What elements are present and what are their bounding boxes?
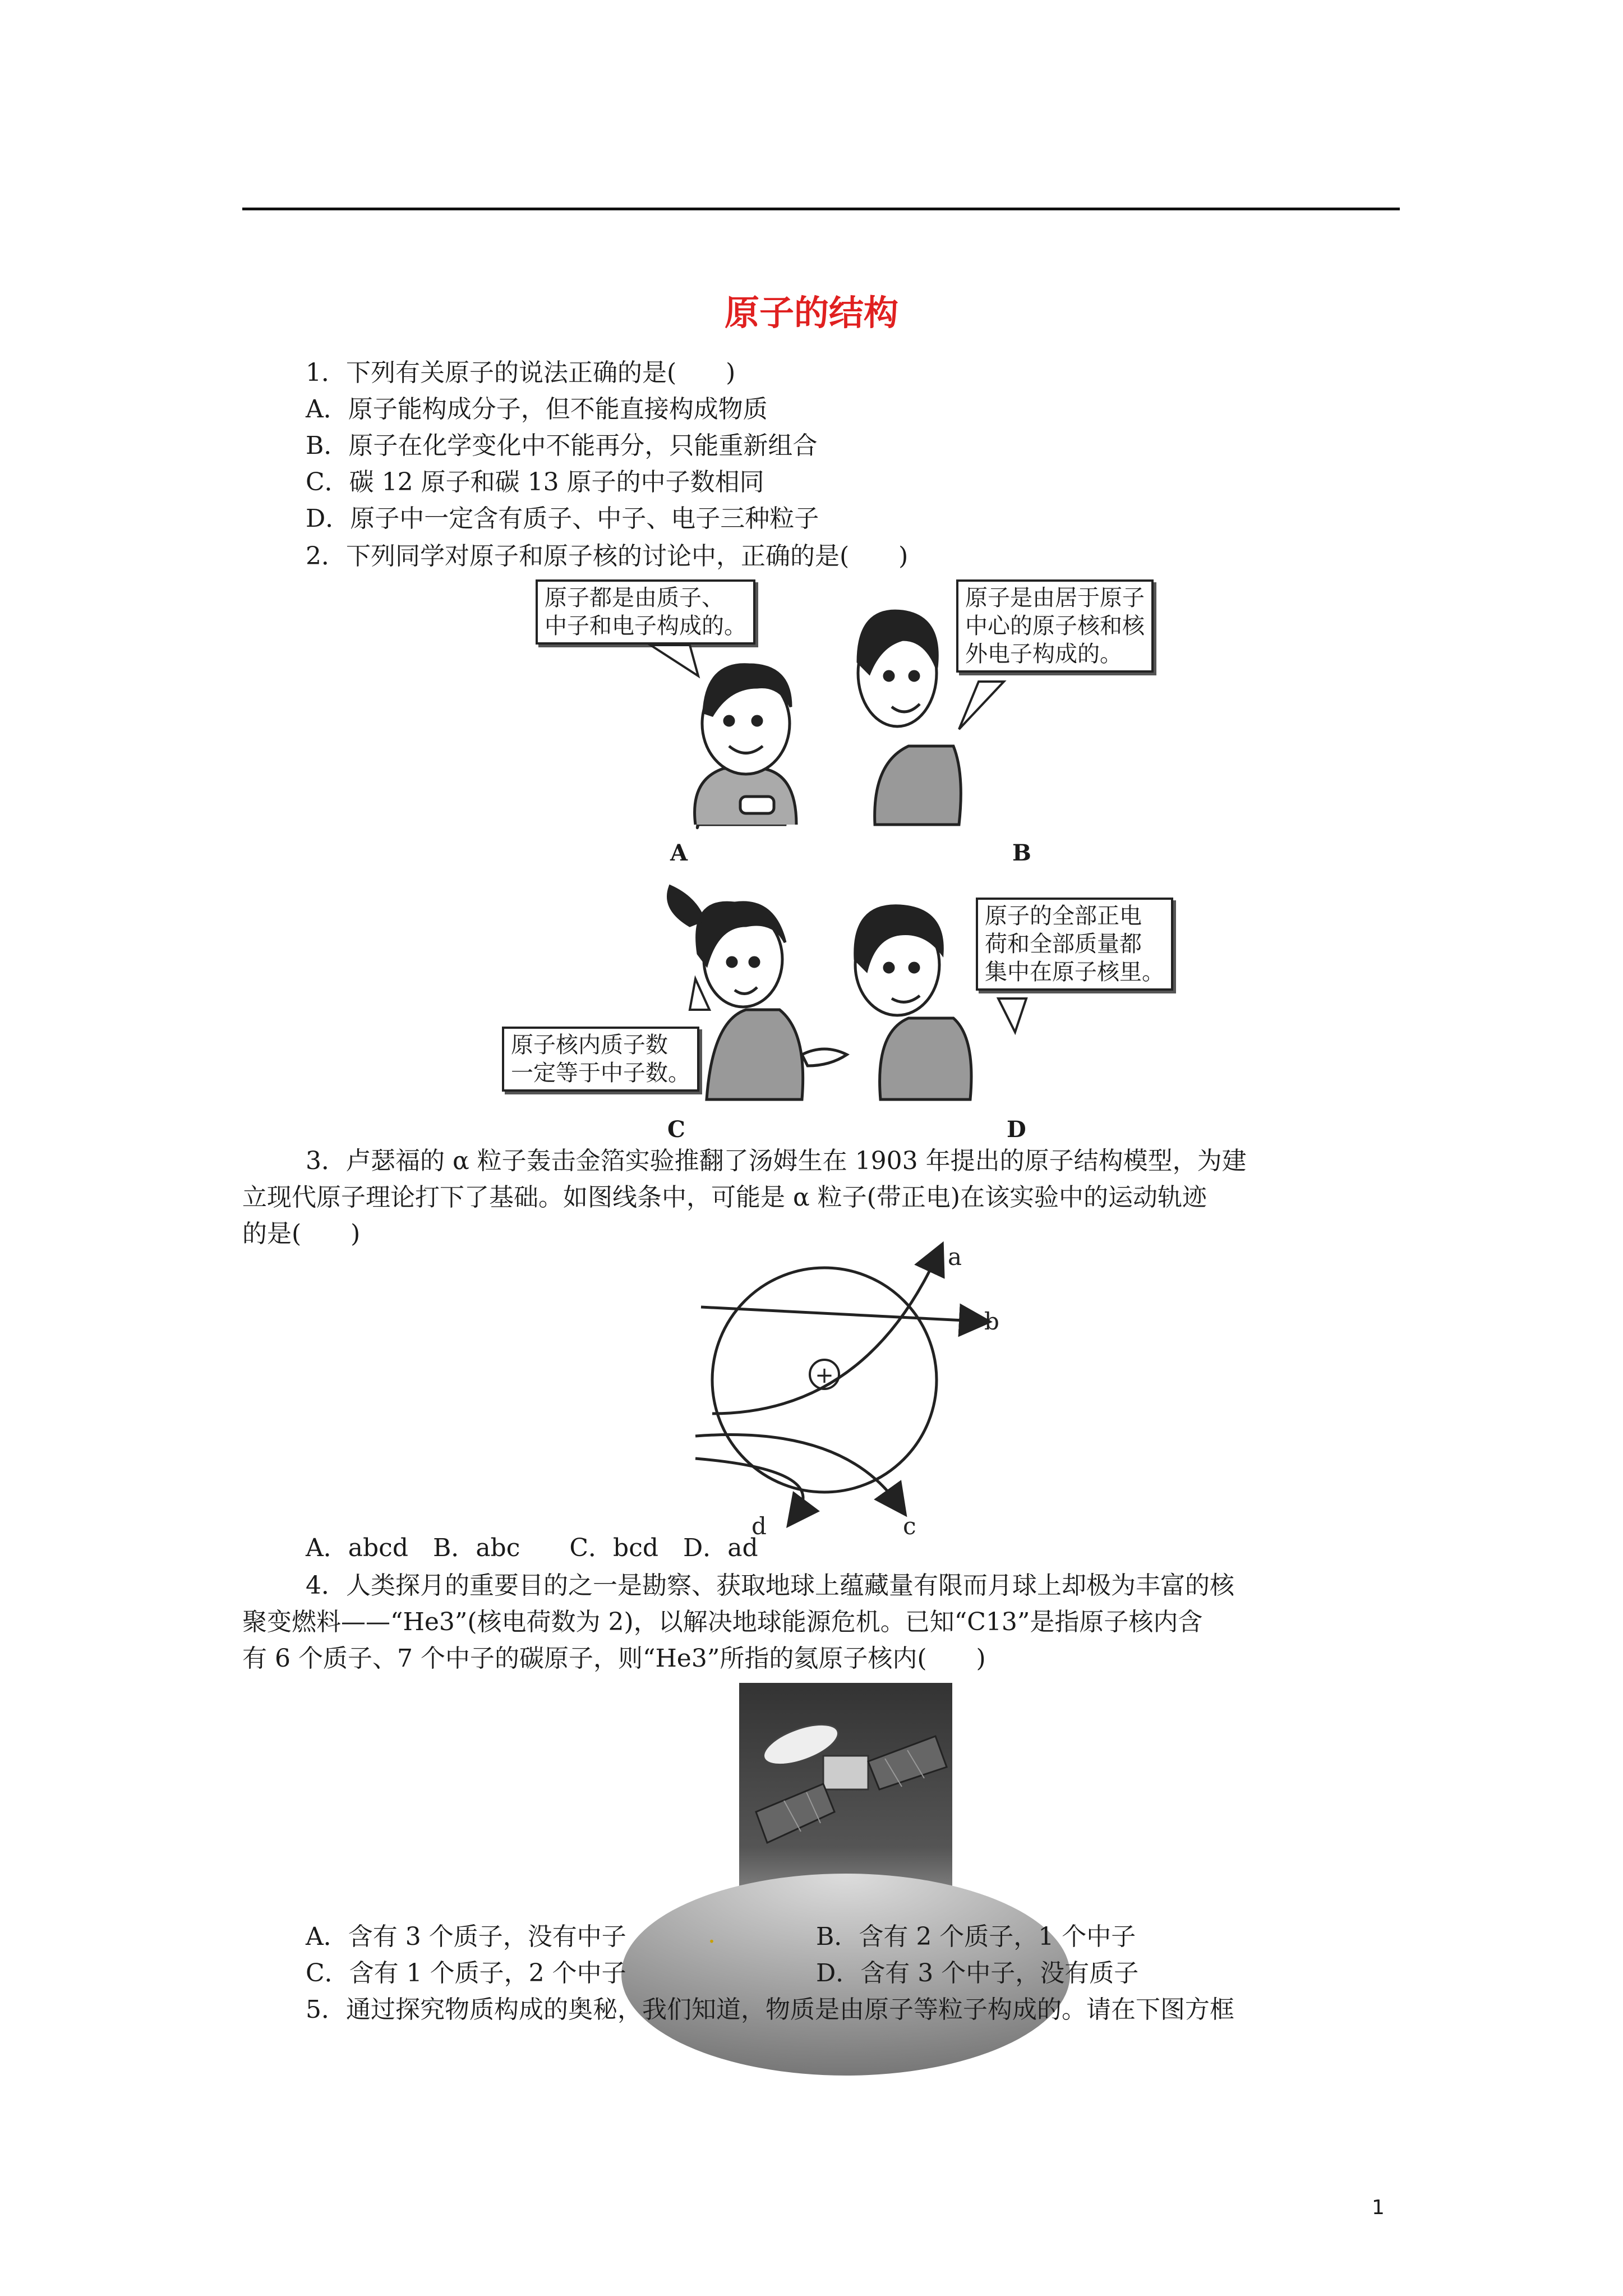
label-a: a [948,1243,962,1271]
q1-option-a: A．原子能构成分子，但不能直接构成物质 [306,395,768,424]
label-b: b [984,1308,999,1335]
trajectory-c [695,1435,897,1504]
trajectory-b [701,1307,976,1321]
q1-option-d: D．原子中一定含有质子、中子、电子三种粒子 [306,504,819,533]
speech-bubble-d: 原子的全部正电 荷和全部质量都 集中在原子核里。 [976,898,1173,991]
q1-option-b: B．原子在化学变化中不能再分，只能重新组合 [306,431,818,460]
figure-label-a: A [670,840,688,866]
q4-option-a: A．含有 3 个质子，没有中子 [306,1922,626,1951]
q5-line-1: 5．通过探究物质构成的奥秘，我们知道，物质是由原子等粒子构成的。请在下图方框 [306,1995,1234,2024]
label-c: c [903,1512,916,1540]
figure-label-c: C [667,1116,685,1143]
q4-line-3: 有 6 个质子、7 个中子的碳原子，则“He3”所指的氦原子核内( ) [242,1644,986,1673]
page-title: 原子的结构 [724,292,898,333]
figure-label-d: D [1007,1116,1026,1143]
q4-option-c: C．含有 1 个质子，2 个中子 [306,1959,626,1987]
satellite-photo [739,1683,952,1918]
q3-options: A．abcd B．abc C．bcd D．ad [306,1534,758,1562]
q2-stem: 2．下列同学对原子和原子核的讨论中，正确的是( ) [306,542,909,570]
page-number: 1 [1372,2196,1385,2219]
q3-line-3: 的是( ) [242,1220,361,1248]
q4-option-b: B．含有 2 个质子，1 个中子 [816,1922,1136,1951]
nucleus-plus: + [815,1363,834,1388]
q1-option-c: C．碳 12 原子和碳 13 原子的中子数相同 [306,468,764,496]
yellow-dot-mark: . [708,1920,716,1949]
q4-line-1: 4．人类探月的重要目的之一是勘察、获取地球上蕴藏量有限而月球上却极为丰富的核 [306,1571,1234,1600]
speech-bubble-b: 原子是由居于原子 中心的原子核和核 外电子构成的。 [956,579,1154,673]
speech-bubble-a: 原子都是由质子、 中子和电子构成的。 [536,579,755,645]
speech-bubble-c: 原子核内质子数 一定等于中子数。 [502,1027,699,1092]
q3-line-1: 3．卢瑟福的 α 粒子轰击金箔实验推翻了汤姆生在 1903 年提出的原子结构模型，为建 [306,1147,1247,1175]
figure-label-b: B [1012,840,1031,866]
q3-line-2: 立现代原子理论打下了基础。如图线条中，可能是 α 粒子(带正电)在该实验中的运动轨迹 [242,1183,1207,1212]
q4-line-2: 聚变燃料——“He3”(核电荷数为 2)，以解决地球能源危机。已知“C13”是指原子核内含 [242,1608,1203,1636]
label-d: d [751,1512,767,1540]
q4-option-d: D．含有 3 个中子，没有质子 [816,1959,1139,1987]
q1-stem: 1．下列有关原子的说法正确的是( ) [306,358,736,387]
